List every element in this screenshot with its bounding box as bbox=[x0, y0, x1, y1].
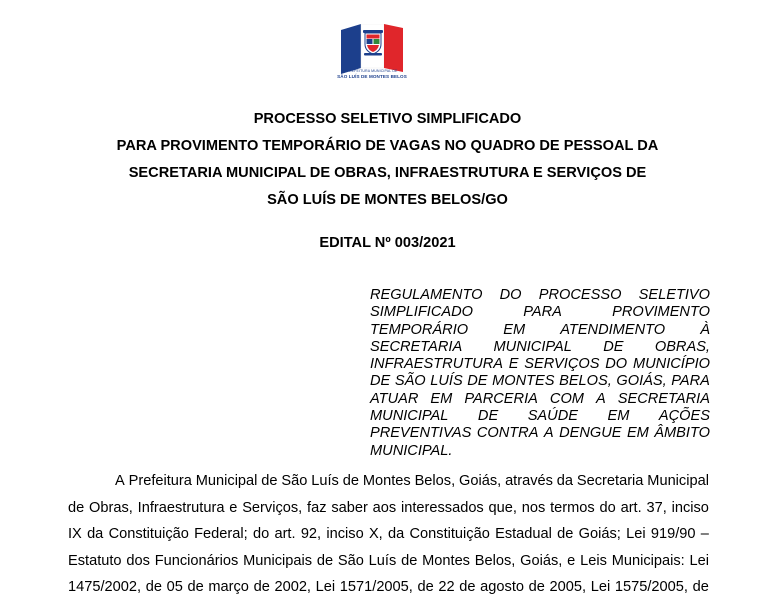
body-word: através bbox=[505, 473, 553, 489]
body-word: X, bbox=[368, 526, 383, 543]
body-word: que, bbox=[488, 499, 517, 516]
body-word: de bbox=[145, 579, 162, 596]
body-word: e bbox=[567, 552, 576, 569]
body-word: São bbox=[281, 473, 308, 489]
regulation-word: MUNICIPAL bbox=[370, 408, 449, 425]
body-word: 1575/2005, bbox=[614, 579, 688, 596]
regulation-word: ÂMBITO bbox=[654, 425, 710, 442]
body-word: de bbox=[528, 579, 545, 596]
regulation-word: SELETIVO bbox=[638, 287, 710, 303]
regulation-line bbox=[370, 425, 710, 442]
body-word: 919/90 bbox=[650, 526, 696, 543]
body-word: de bbox=[316, 552, 334, 569]
title-line: SÃO LUÍS DE MONTES BELOS/GO bbox=[267, 192, 508, 208]
body-word: Montes bbox=[422, 552, 470, 569]
body-word: da bbox=[388, 526, 405, 543]
body-word: Serviços, bbox=[242, 499, 303, 516]
regulation-word: ATUAR bbox=[370, 390, 419, 407]
body-word: art. bbox=[274, 526, 296, 543]
body-line bbox=[68, 548, 709, 575]
regulation-word: MUNICIPAL. bbox=[370, 442, 453, 459]
regulation-word: PARCERIA bbox=[464, 390, 538, 407]
document-title bbox=[40, 106, 735, 214]
regulation-word: DE bbox=[603, 338, 624, 355]
body-word: de bbox=[342, 473, 359, 489]
body-word: Federal; bbox=[194, 526, 248, 543]
title-line: PROCESSO SELETIVO SIMPLIFICADO bbox=[253, 111, 522, 127]
body-word: Goiás, bbox=[520, 552, 563, 569]
regulation-word: PROCESSO bbox=[538, 287, 622, 303]
body-word: 92, bbox=[300, 526, 322, 543]
body-word: inciso bbox=[326, 526, 364, 543]
body-word: agosto bbox=[480, 579, 524, 596]
body-word: Constituição bbox=[409, 526, 490, 543]
regulation-word: DE bbox=[467, 373, 488, 390]
regulation-word: E bbox=[508, 356, 519, 373]
regulation-word: SÃO bbox=[394, 373, 426, 390]
regulation-summary bbox=[370, 287, 710, 460]
body-word: Leis bbox=[580, 552, 607, 569]
regulation-word: PARA bbox=[671, 373, 710, 390]
body-word: art. bbox=[620, 499, 642, 516]
regulation-word: SECRETARIA bbox=[370, 338, 463, 355]
regulation-word: AÇÕES bbox=[658, 408, 710, 425]
body-word: Funcionários bbox=[154, 552, 239, 569]
body-word: de bbox=[68, 499, 85, 516]
body-word: 1571/2005, bbox=[339, 579, 413, 596]
regulation-word: EM bbox=[607, 408, 630, 425]
regulation-word: À bbox=[700, 321, 710, 338]
regulation-word: OBRAS, bbox=[654, 338, 710, 355]
regulation-word: GOIÁS, bbox=[616, 373, 667, 390]
body-word: inciso bbox=[671, 499, 709, 516]
regulation-word: PROVIMENTO bbox=[612, 304, 710, 321]
body-word: de bbox=[459, 579, 476, 596]
body-word: Estadual bbox=[495, 526, 552, 543]
body-word: 2005, bbox=[549, 579, 587, 596]
body-word: dos bbox=[126, 552, 150, 569]
title-line: PARA PROVIMENTO TEMPORÁRIO DE VAGAS NO QUADRO DE PESSOAL DA bbox=[116, 138, 659, 154]
body-word: interessados bbox=[400, 499, 484, 516]
regulation-word: MONTES bbox=[492, 373, 555, 390]
body-word: São bbox=[337, 552, 364, 569]
body-word: IX bbox=[68, 526, 82, 543]
edital-number: EDITAL Nº 003/2021 bbox=[319, 235, 456, 251]
body-word: Constituição bbox=[108, 526, 189, 543]
body-word: Belos, bbox=[474, 552, 516, 569]
regulation-word: PARA bbox=[523, 304, 562, 321]
regulation-word: SIMPLIFICADO bbox=[370, 304, 473, 321]
regulation-word: DE bbox=[370, 373, 391, 390]
regulation-line bbox=[370, 339, 710, 356]
regulation-word: TEMPORÁRIO bbox=[370, 321, 469, 338]
regulation-word: EM bbox=[626, 425, 649, 442]
body-word: aos bbox=[372, 499, 397, 516]
logo-caption-top: PREFEITURA MUNICIPAL DE bbox=[346, 69, 398, 73]
body-line bbox=[68, 521, 709, 548]
body-word: A bbox=[115, 473, 125, 489]
regulation-word: DO bbox=[605, 356, 628, 373]
regulation-word: SAÚDE bbox=[527, 408, 578, 425]
body-word: faz bbox=[307, 499, 327, 516]
body-paragraph bbox=[68, 468, 709, 601]
regulation-line bbox=[370, 356, 710, 373]
body-word: e bbox=[229, 499, 238, 516]
regulation-word: DO bbox=[499, 287, 522, 303]
body-word: Municipais bbox=[243, 552, 313, 569]
regulation-word: PREVENTIVAS bbox=[370, 425, 472, 442]
body-word: Goiás, bbox=[459, 473, 502, 489]
body-word: Belos, bbox=[414, 473, 456, 489]
body-line bbox=[68, 574, 709, 601]
body-word: do bbox=[599, 499, 616, 516]
regulation-word: LUÍS bbox=[430, 373, 463, 390]
body-word: Prefeitura bbox=[128, 473, 192, 489]
body-word: Lei bbox=[590, 579, 611, 596]
body-word: Municipal bbox=[195, 473, 258, 489]
body-word: de bbox=[187, 579, 204, 596]
regulation-word: A bbox=[596, 390, 606, 407]
logo-caption bbox=[332, 69, 412, 80]
regulation-word: REGULAMENTO bbox=[370, 287, 483, 303]
body-word: março bbox=[208, 579, 249, 596]
flag-red-band bbox=[384, 24, 403, 72]
regulation-word: ATENDIMENTO bbox=[560, 321, 666, 338]
regulation-line bbox=[370, 373, 710, 390]
regulation-word: MUNICÍPIO bbox=[632, 356, 710, 373]
body-word: Municipais: bbox=[611, 552, 685, 569]
regulation-line bbox=[370, 391, 710, 408]
flag-blue-band bbox=[341, 24, 361, 74]
body-word: Lei bbox=[689, 552, 709, 569]
body-word: – bbox=[700, 526, 709, 543]
body-word: de bbox=[557, 526, 574, 543]
body-word: Infraestrutura bbox=[137, 499, 225, 516]
body-word: saber bbox=[331, 499, 368, 516]
regulation-word: INFRAESTRUTURA bbox=[370, 356, 503, 373]
regulation-line bbox=[370, 408, 710, 425]
body-word: do bbox=[252, 526, 270, 543]
regulation-word: A bbox=[543, 425, 554, 442]
regulation-line bbox=[370, 443, 710, 460]
regulation-line bbox=[370, 322, 710, 339]
body-word: Montes bbox=[362, 473, 411, 489]
body-word: Obras, bbox=[89, 499, 133, 516]
body-word: Municipal bbox=[647, 473, 709, 489]
body-word: 1475/2002, bbox=[68, 579, 142, 596]
body-word: 22 bbox=[438, 579, 455, 596]
body-word: 2002, bbox=[274, 579, 311, 596]
regulation-word: DENGUE bbox=[559, 425, 622, 442]
body-word: Goiás; bbox=[578, 526, 621, 543]
body-word: da bbox=[87, 526, 104, 543]
body-word: 05 bbox=[166, 579, 183, 596]
body-word: 37, bbox=[646, 499, 667, 516]
body-word: de bbox=[417, 579, 434, 596]
body-word: Lei bbox=[315, 579, 336, 596]
regulation-word: EM bbox=[503, 321, 526, 338]
body-word: de bbox=[261, 473, 278, 489]
regulation-word: EM bbox=[430, 390, 453, 407]
body-word: de bbox=[401, 552, 418, 569]
regulation-word: SECRETARIA bbox=[617, 390, 710, 407]
regulation-word: CONTRA bbox=[476, 425, 539, 442]
title-line: SECRETARIA MUNICIPAL DE OBRAS, INFRAESTRUTURA E SERVIÇOS DE bbox=[128, 165, 647, 181]
body-word: de bbox=[253, 579, 270, 596]
body-word: Luís bbox=[311, 473, 339, 489]
body-word: Luís bbox=[368, 552, 397, 569]
body-word: Secretaria bbox=[576, 473, 644, 489]
regulation-word: DE bbox=[477, 408, 499, 425]
body-word: Lei bbox=[626, 526, 646, 543]
regulation-word: COM bbox=[549, 390, 584, 407]
body-word: termos bbox=[550, 499, 595, 516]
body-word: de bbox=[692, 579, 709, 596]
regulation-line bbox=[370, 287, 710, 304]
body-line bbox=[68, 468, 709, 495]
regulation-word: MUNICIPAL bbox=[493, 338, 572, 355]
body-line bbox=[68, 495, 709, 522]
logo-caption-bottom: SÃO LUÍS DE MONTES BELOS bbox=[337, 74, 407, 80]
regulation-line bbox=[370, 304, 710, 321]
regulation-word: SERVIÇOS bbox=[524, 356, 600, 373]
body-word: da bbox=[556, 473, 574, 489]
body-word: Estatuto bbox=[68, 552, 122, 569]
regulation-word: BELOS, bbox=[559, 373, 612, 390]
body-word: nos bbox=[521, 499, 546, 516]
